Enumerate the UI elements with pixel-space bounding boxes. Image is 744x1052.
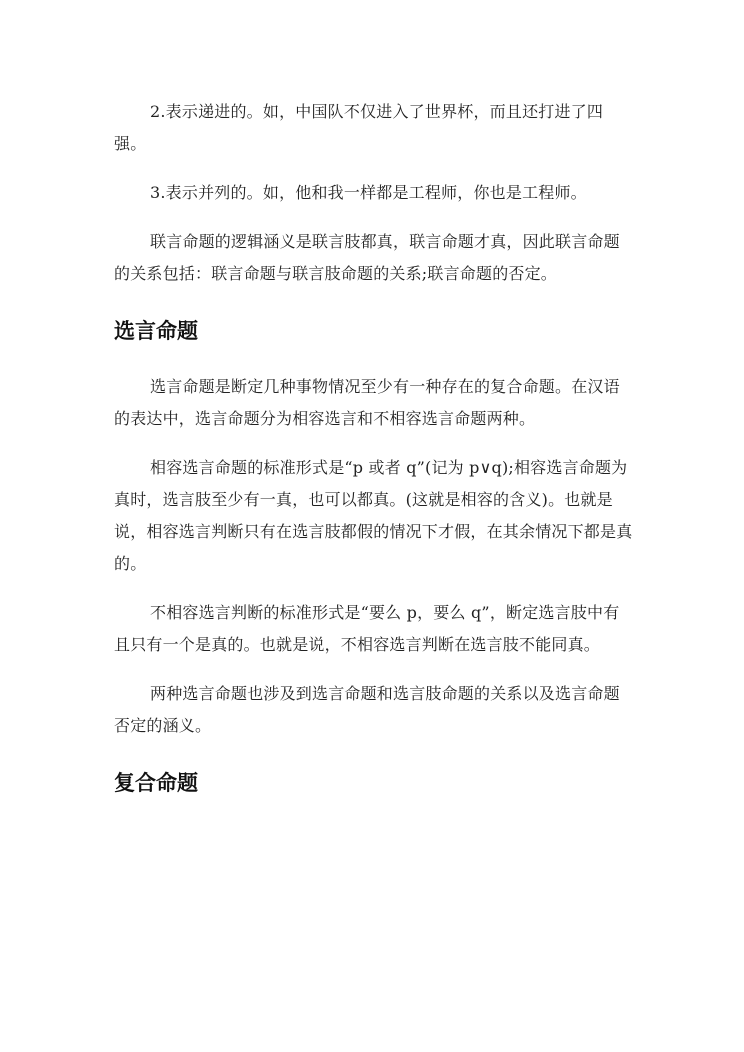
document-page: [114, 96, 634, 798]
heading-compound-proposition: 复合命题: [114, 771, 198, 795]
paragraph-conjunctive-meaning: 联言命题的逻辑涵义是联言肢都真，联言命题才真，因此联言命题的关系包括：联言命题与联言肢命题的关系;联言命题的否定。: [114, 232, 620, 283]
paragraph-parallel-example: 3.表示并列的。如，他和我一样都是工程师，你也是工程师。: [150, 183, 587, 202]
heading-disjunctive-proposition: 选言命题: [114, 319, 198, 343]
paragraph-exclusive-disjunction: 不相容选言判断的标准形式是“要么 p，要么 q”，断定选言肢中有且只有一个是真的。也就是说，不相容选言判断在选言肢不能同真。: [114, 603, 620, 654]
paragraph-inclusive-disjunction: 相容选言命题的标准形式是“p 或者 q”(记为 p∨q);相容选言命题为真时，选言肢至少有一真，也可以都真。(这就是相容的含义)。也就是说，相容选言判断只有在选言肢都假的情况下才假，在其余情况下都是真的。: [114, 458, 633, 573]
paragraph-disjunction-relations: 两种选言命题也涉及到选言命题和选言肢命题的关系以及选言命题否定的涵义。: [114, 684, 620, 735]
paragraph-disjunctive-definition: 选言命题是断定几种事物情况至少有一种存在的复合命题。在汉语的表达中，选言命题分为相容选言和不相容选言命题两种。: [114, 377, 620, 428]
paragraph-progressive-example: 2.表示递进的。如，中国队不仅进入了世界杯，而且还打进了四强。: [114, 102, 604, 153]
